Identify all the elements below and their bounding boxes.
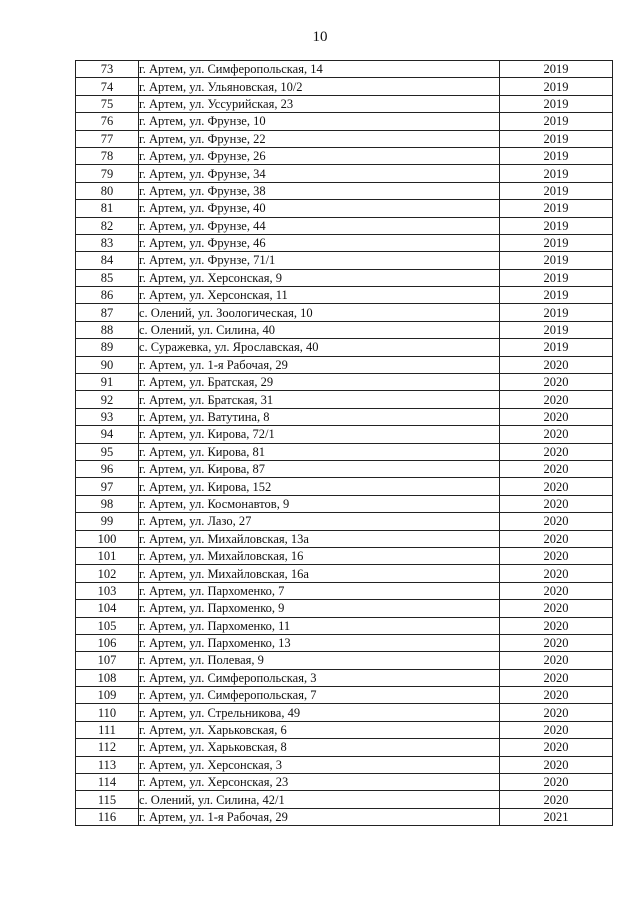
row-number: 114 xyxy=(76,774,139,791)
row-number: 92 xyxy=(76,391,139,408)
row-address: г. Артем, ул. Пархоменко, 11 xyxy=(139,617,500,634)
row-year: 2020 xyxy=(500,669,613,686)
row-address: г. Артем, ул. Фрунзе, 38 xyxy=(139,182,500,199)
row-address: г. Артем, ул. Фрунзе, 46 xyxy=(139,234,500,251)
row-year: 2019 xyxy=(500,339,613,356)
row-address: г. Артем, ул. Михайловская, 13а xyxy=(139,530,500,547)
row-number: 94 xyxy=(76,426,139,443)
row-year: 2020 xyxy=(500,513,613,530)
row-year: 2020 xyxy=(500,774,613,791)
table-row xyxy=(76,165,613,182)
row-year: 2020 xyxy=(500,791,613,808)
row-address: с. Олений, ул. Силина, 40 xyxy=(139,321,500,338)
row-number: 97 xyxy=(76,478,139,495)
row-number: 74 xyxy=(76,78,139,95)
row-year: 2020 xyxy=(500,426,613,443)
row-number: 80 xyxy=(76,182,139,199)
row-address: г. Артем, ул. Ватутина, 8 xyxy=(139,408,500,425)
row-year: 2019 xyxy=(500,321,613,338)
table-row xyxy=(76,669,613,686)
table-row xyxy=(76,547,613,564)
row-number: 112 xyxy=(76,739,139,756)
row-year: 2020 xyxy=(500,704,613,721)
row-year: 2020 xyxy=(500,600,613,617)
row-number: 77 xyxy=(76,130,139,147)
row-address: г. Артем, ул. Лазо, 27 xyxy=(139,513,500,530)
row-year: 2020 xyxy=(500,356,613,373)
row-year: 2019 xyxy=(500,182,613,199)
row-year: 2020 xyxy=(500,530,613,547)
row-year: 2020 xyxy=(500,582,613,599)
row-address: с. Олений, ул. Силина, 42/1 xyxy=(139,791,500,808)
row-year: 2019 xyxy=(500,234,613,251)
row-number: 98 xyxy=(76,495,139,512)
row-number: 111 xyxy=(76,721,139,738)
row-address: г. Артем, ул. Херсонская, 9 xyxy=(139,269,500,286)
row-address: г. Артем, ул. Полевая, 9 xyxy=(139,652,500,669)
row-year: 2021 xyxy=(500,808,613,825)
table-row xyxy=(76,791,613,808)
row-year: 2020 xyxy=(500,374,613,391)
row-address: г. Артем, ул. Пархоменко, 13 xyxy=(139,634,500,651)
row-year: 2019 xyxy=(500,217,613,234)
row-number: 107 xyxy=(76,652,139,669)
row-year: 2019 xyxy=(500,113,613,130)
row-address: г. Артем, ул. Кирова, 72/1 xyxy=(139,426,500,443)
table-row xyxy=(76,443,613,460)
table-row xyxy=(76,704,613,721)
row-number: 79 xyxy=(76,165,139,182)
table-row xyxy=(76,600,613,617)
row-number: 102 xyxy=(76,565,139,582)
row-number: 86 xyxy=(76,287,139,304)
row-year: 2020 xyxy=(500,478,613,495)
row-address: г. Артем, ул. Михайловская, 16 xyxy=(139,547,500,564)
row-number: 95 xyxy=(76,443,139,460)
table-row xyxy=(76,182,613,199)
row-number: 103 xyxy=(76,582,139,599)
row-year: 2020 xyxy=(500,687,613,704)
table-row xyxy=(76,721,613,738)
row-address: г. Артем, ул. Фрунзе, 71/1 xyxy=(139,252,500,269)
row-year: 2019 xyxy=(500,252,613,269)
row-number: 87 xyxy=(76,304,139,321)
page-number: 10 xyxy=(312,29,328,45)
row-address: г. Артем, ул. Симферопольская, 7 xyxy=(139,687,500,704)
row-address: г. Артем, ул. Братская, 29 xyxy=(139,374,500,391)
row-year: 2020 xyxy=(500,739,613,756)
table-row xyxy=(76,495,613,512)
row-number: 115 xyxy=(76,791,139,808)
table-row xyxy=(76,95,613,112)
table-row xyxy=(76,234,613,251)
table-row xyxy=(76,617,613,634)
row-number: 116 xyxy=(76,808,139,825)
table-row xyxy=(76,391,613,408)
table-row xyxy=(76,513,613,530)
table-row xyxy=(76,460,613,477)
table-row xyxy=(76,130,613,147)
table-row xyxy=(76,321,613,338)
row-number: 83 xyxy=(76,234,139,251)
row-number: 109 xyxy=(76,687,139,704)
table-row xyxy=(76,408,613,425)
row-year: 2020 xyxy=(500,495,613,512)
row-number: 89 xyxy=(76,339,139,356)
row-address: г. Артем, ул. Кирова, 152 xyxy=(139,478,500,495)
row-number: 75 xyxy=(76,95,139,112)
row-address: г. Артем, ул. Фрунзе, 40 xyxy=(139,200,500,217)
row-address: г. Артем, ул. Михайловская, 16а xyxy=(139,565,500,582)
row-number: 105 xyxy=(76,617,139,634)
row-year: 2019 xyxy=(500,95,613,112)
table-row xyxy=(76,147,613,164)
row-number: 101 xyxy=(76,547,139,564)
row-address: г. Артем, ул. Фрунзе, 22 xyxy=(139,130,500,147)
row-number: 81 xyxy=(76,200,139,217)
row-address: г. Артем, ул. 1-я Рабочая, 29 xyxy=(139,356,500,373)
register-table-body xyxy=(76,61,613,826)
row-number: 106 xyxy=(76,634,139,651)
row-address: г. Артем, ул. Херсонская, 23 xyxy=(139,774,500,791)
table-row xyxy=(76,200,613,217)
row-year: 2019 xyxy=(500,61,613,78)
row-number: 78 xyxy=(76,147,139,164)
row-year: 2019 xyxy=(500,147,613,164)
row-number: 93 xyxy=(76,408,139,425)
row-year: 2020 xyxy=(500,547,613,564)
row-address: г. Артем, ул. Херсонская, 3 xyxy=(139,756,500,773)
table-row xyxy=(76,426,613,443)
table-row xyxy=(76,374,613,391)
row-number: 84 xyxy=(76,252,139,269)
row-year: 2019 xyxy=(500,287,613,304)
row-number: 113 xyxy=(76,756,139,773)
row-year: 2020 xyxy=(500,391,613,408)
table-row xyxy=(76,808,613,825)
row-number: 73 xyxy=(76,61,139,78)
row-address: г. Артем, ул. Харьковская, 8 xyxy=(139,739,500,756)
row-address: г. Артем, ул. Пархоменко, 7 xyxy=(139,582,500,599)
row-number: 76 xyxy=(76,113,139,130)
row-number: 108 xyxy=(76,669,139,686)
row-address: г. Артем, ул. Симферопольская, 3 xyxy=(139,669,500,686)
table-row xyxy=(76,113,613,130)
table-row xyxy=(76,530,613,547)
row-address: г. Артем, ул. Кирова, 81 xyxy=(139,443,500,460)
table-row xyxy=(76,652,613,669)
row-address: г. Артем, ул. 1-я Рабочая, 29 xyxy=(139,808,500,825)
row-address: с. Суражевка, ул. Ярославская, 40 xyxy=(139,339,500,356)
row-year: 2020 xyxy=(500,721,613,738)
row-address: г. Артем, ул. Фрунзе, 34 xyxy=(139,165,500,182)
table-row xyxy=(76,287,613,304)
row-address: г. Артем, ул. Фрунзе, 26 xyxy=(139,147,500,164)
row-address: г. Артем, ул. Херсонская, 11 xyxy=(139,287,500,304)
table-row xyxy=(76,478,613,495)
row-year: 2020 xyxy=(500,756,613,773)
row-year: 2020 xyxy=(500,634,613,651)
row-number: 82 xyxy=(76,217,139,234)
row-year: 2020 xyxy=(500,443,613,460)
row-address: г. Артем, ул. Космонавтов, 9 xyxy=(139,495,500,512)
table-row xyxy=(76,339,613,356)
row-year: 2019 xyxy=(500,130,613,147)
row-year: 2019 xyxy=(500,200,613,217)
table-row xyxy=(76,687,613,704)
row-address: г. Артем, ул. Ульяновская, 10/2 xyxy=(139,78,500,95)
row-number: 110 xyxy=(76,704,139,721)
table-row xyxy=(76,634,613,651)
table-row xyxy=(76,78,613,95)
row-number: 88 xyxy=(76,321,139,338)
row-year: 2019 xyxy=(500,269,613,286)
row-number: 85 xyxy=(76,269,139,286)
row-year: 2020 xyxy=(500,408,613,425)
row-address: г. Артем, ул. Уссурийская, 23 xyxy=(139,95,500,112)
table-row xyxy=(76,774,613,791)
row-address: г. Артем, ул. Симферопольская, 14 xyxy=(139,61,500,78)
row-year: 2020 xyxy=(500,565,613,582)
row-address: г. Артем, ул. Кирова, 87 xyxy=(139,460,500,477)
row-year: 2019 xyxy=(500,165,613,182)
row-number: 104 xyxy=(76,600,139,617)
row-year: 2020 xyxy=(500,460,613,477)
row-address: с. Олений, ул. Зоологическая, 10 xyxy=(139,304,500,321)
row-number: 90 xyxy=(76,356,139,373)
row-address: г. Артем, ул. Пархоменко, 9 xyxy=(139,600,500,617)
row-year: 2019 xyxy=(500,78,613,95)
table-row xyxy=(76,739,613,756)
table-row xyxy=(76,304,613,321)
row-address: г. Артем, ул. Стрельникова, 49 xyxy=(139,704,500,721)
table-row xyxy=(76,217,613,234)
register-table xyxy=(75,60,613,826)
table-row xyxy=(76,756,613,773)
row-year: 2020 xyxy=(500,652,613,669)
table-row xyxy=(76,252,613,269)
row-year: 2019 xyxy=(500,304,613,321)
table-row xyxy=(76,61,613,78)
row-number: 100 xyxy=(76,530,139,547)
table-row xyxy=(76,582,613,599)
row-address: г. Артем, ул. Фрунзе, 10 xyxy=(139,113,500,130)
row-number: 91 xyxy=(76,374,139,391)
row-number: 96 xyxy=(76,460,139,477)
row-number: 99 xyxy=(76,513,139,530)
row-address: г. Артем, ул. Фрунзе, 44 xyxy=(139,217,500,234)
table-row xyxy=(76,269,613,286)
row-year: 2020 xyxy=(500,617,613,634)
table-row xyxy=(76,565,613,582)
table-row xyxy=(76,356,613,373)
row-address: г. Артем, ул. Братская, 31 xyxy=(139,391,500,408)
row-address: г. Артем, ул. Харьковская, 6 xyxy=(139,721,500,738)
